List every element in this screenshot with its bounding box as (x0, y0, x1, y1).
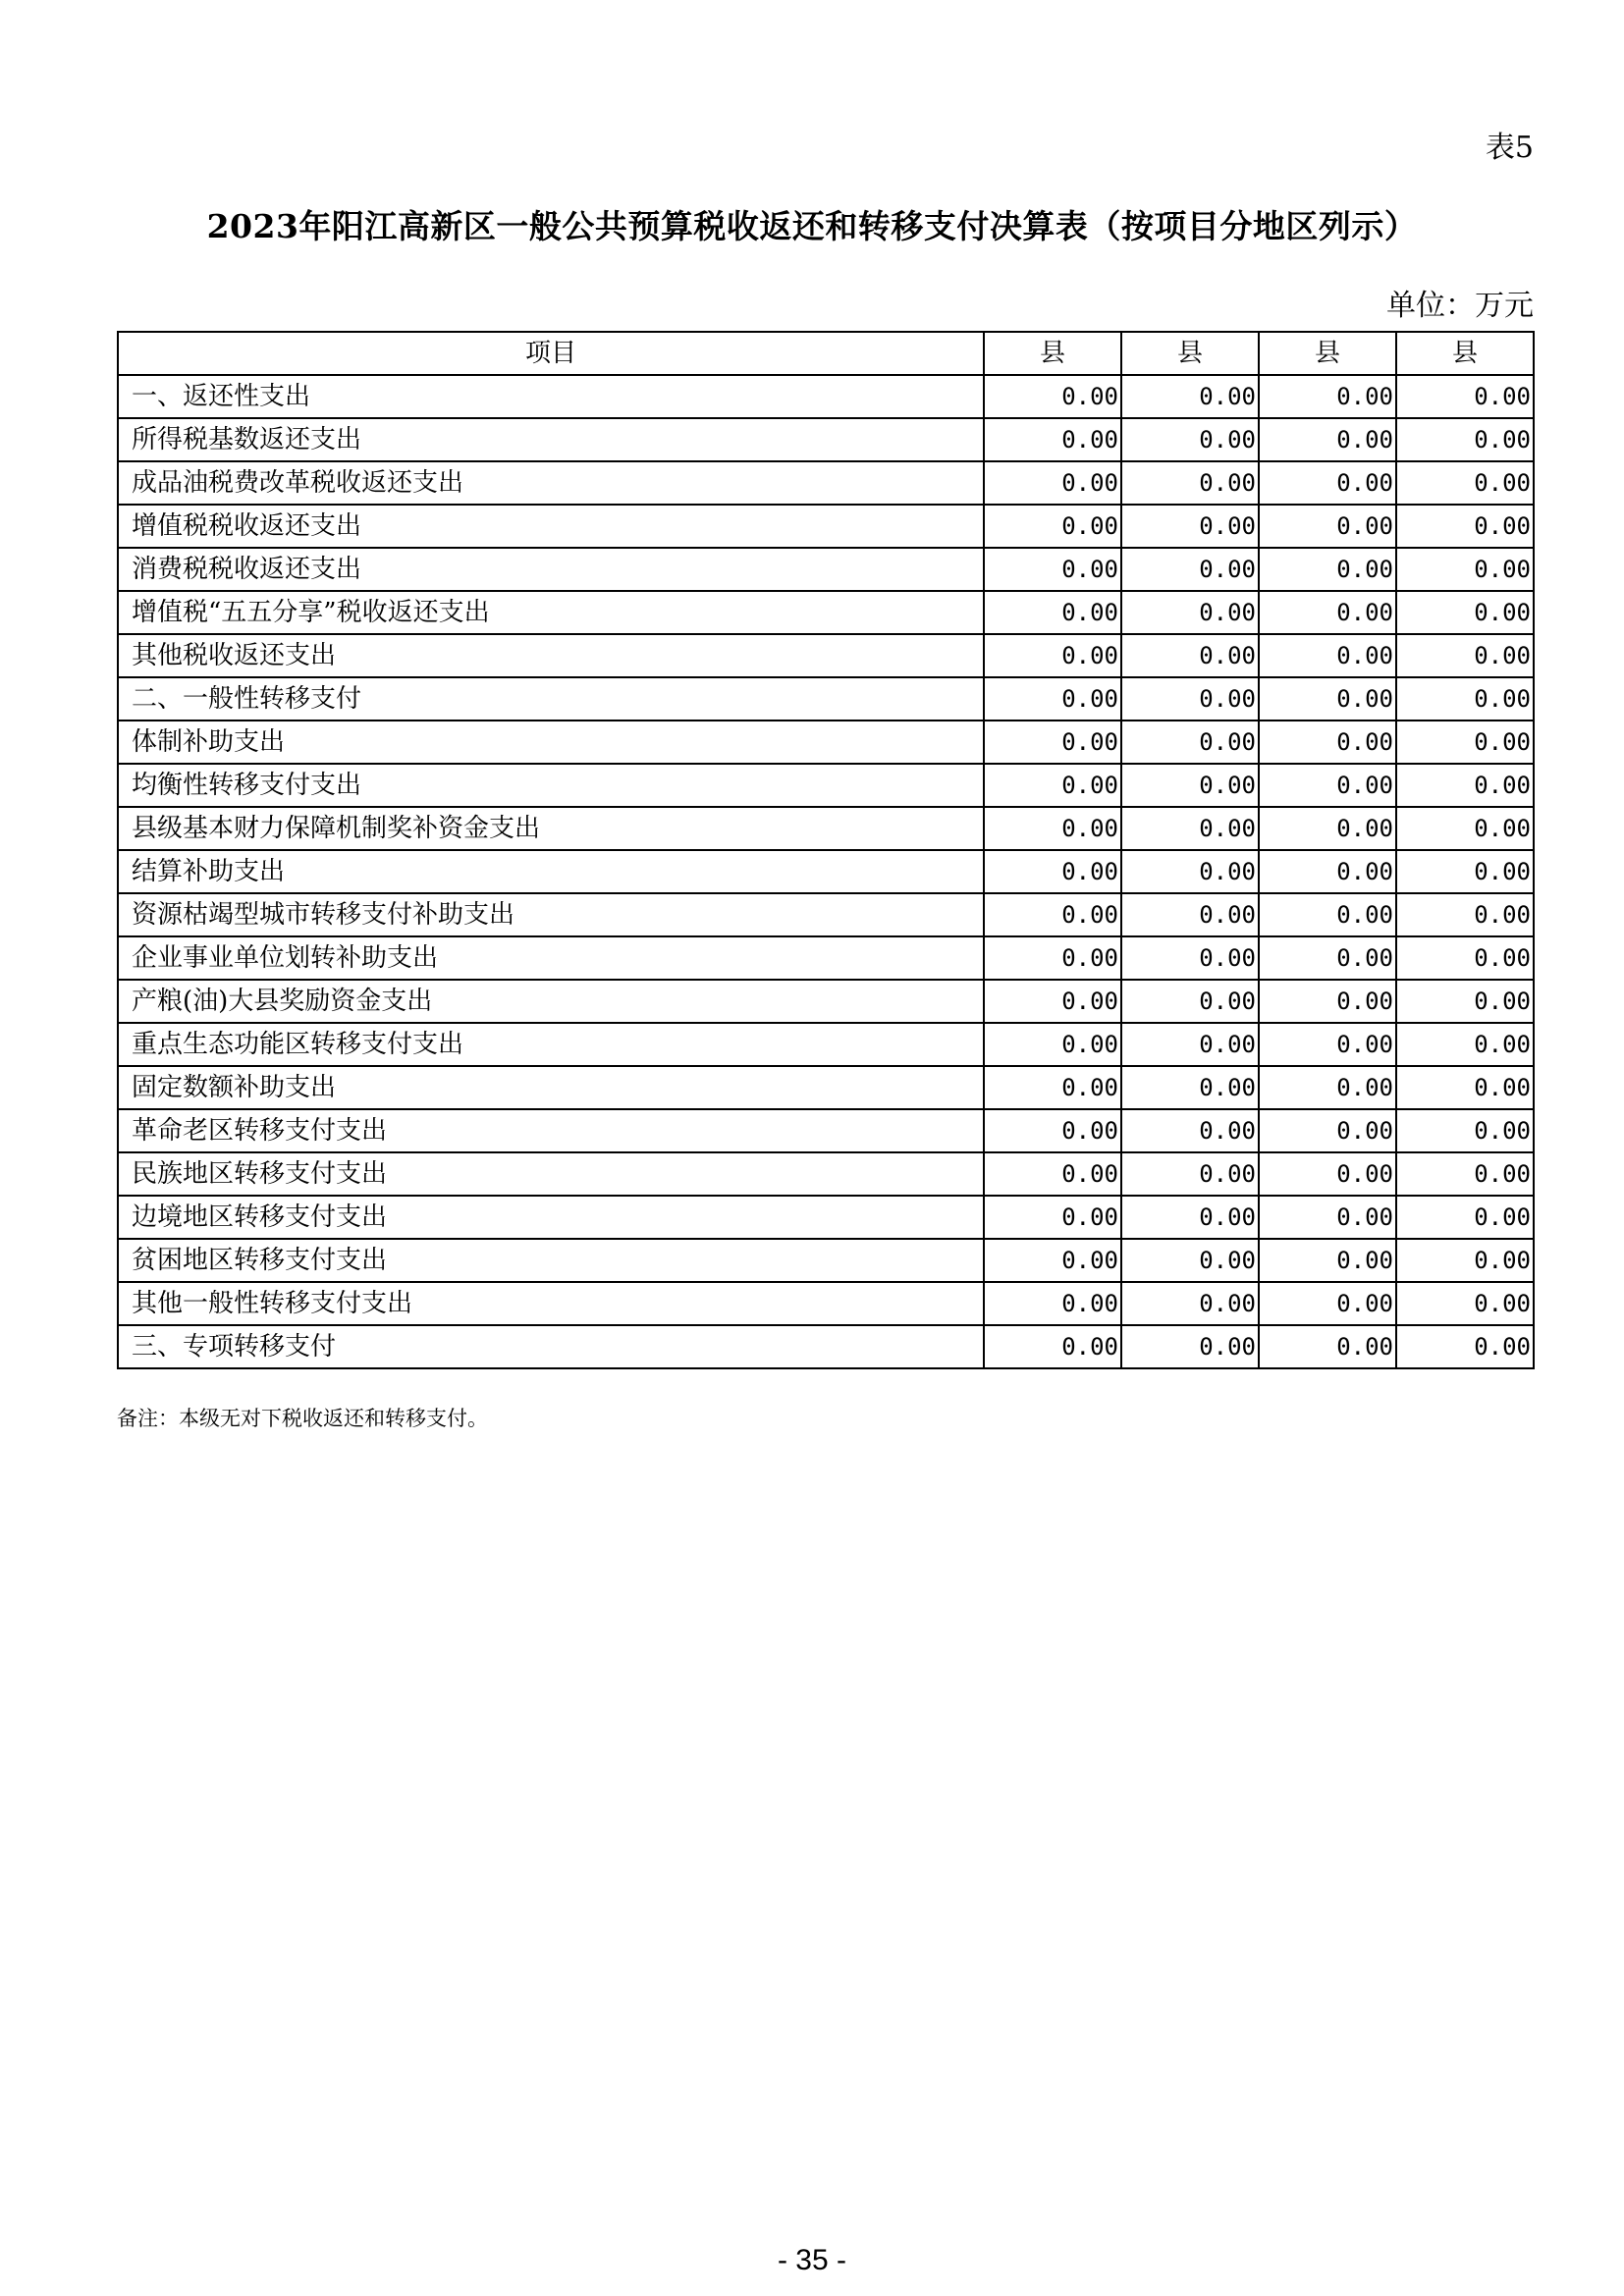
table-note: 备注：本级无对下税收返还和转移支付。 (117, 1407, 488, 1430)
row-value-cell: 0.00 (1259, 634, 1396, 677)
row-value-cell: 0.00 (1121, 1109, 1259, 1152)
row-item-label: 其他税收返还支出 (118, 634, 984, 677)
row-item-label: 增值税税收返还支出 (118, 505, 984, 548)
table-row (118, 980, 1534, 1023)
table-row (118, 591, 1534, 634)
table-row (118, 1066, 1534, 1109)
row-item-label: 其他一般性转移支付支出 (118, 1282, 984, 1325)
row-value-cell: 0.00 (1121, 980, 1259, 1023)
table-row (118, 1282, 1534, 1325)
row-value-cell: 0.00 (1259, 980, 1396, 1023)
row-value-cell: 0.00 (1396, 1325, 1534, 1368)
row-value-cell: 0.00 (1259, 505, 1396, 548)
row-value-cell: 0.00 (984, 1282, 1121, 1325)
table-number: 表5 (1485, 131, 1534, 165)
row-value-cell: 0.00 (984, 375, 1121, 418)
row-value-cell: 0.00 (984, 1196, 1121, 1239)
row-value-cell: 0.00 (1121, 418, 1259, 461)
row-item-label: 边境地区转移支付支出 (118, 1196, 984, 1239)
row-value-cell: 0.00 (984, 591, 1121, 634)
row-item-label: 民族地区转移支付支出 (118, 1152, 984, 1196)
table-row (118, 634, 1534, 677)
row-value-cell: 0.00 (984, 1325, 1121, 1368)
budget-table (117, 331, 1535, 1369)
row-value-cell: 0.00 (1396, 1023, 1534, 1066)
row-item-label: 体制补助支出 (118, 721, 984, 764)
table-row (118, 1196, 1534, 1239)
table-row (118, 1325, 1534, 1368)
row-value-cell: 0.00 (1259, 936, 1396, 980)
row-value-cell: 0.00 (1121, 893, 1259, 936)
row-value-cell: 0.00 (1396, 634, 1534, 677)
table-row (118, 548, 1534, 591)
table-row (118, 850, 1534, 893)
row-value-cell: 0.00 (1259, 893, 1396, 936)
row-item-label: 均衡性转移支付支出 (118, 764, 984, 807)
row-value-cell: 0.00 (984, 418, 1121, 461)
row-value-cell: 0.00 (1121, 1152, 1259, 1196)
row-value-cell: 0.00 (984, 936, 1121, 980)
row-value-cell: 0.00 (984, 1109, 1121, 1152)
row-value-cell: 0.00 (1396, 1282, 1534, 1325)
row-value-cell: 0.00 (1259, 721, 1396, 764)
row-value-cell: 0.00 (1396, 807, 1534, 850)
row-value-cell: 0.00 (1121, 936, 1259, 980)
row-item-label: 成品油税费改革税收返还支出 (118, 461, 984, 505)
row-value-cell: 0.00 (984, 721, 1121, 764)
row-value-cell: 0.00 (1121, 505, 1259, 548)
row-value-cell: 0.00 (1396, 893, 1534, 936)
table-row (118, 1152, 1534, 1196)
header-row (118, 332, 1534, 375)
row-value-cell: 0.00 (1259, 677, 1396, 721)
row-value-cell: 0.00 (1396, 1109, 1534, 1152)
row-value-cell: 0.00 (1259, 418, 1396, 461)
row-item-label: 消费税税收返还支出 (118, 548, 984, 591)
row-item-label: 贫困地区转移支付支出 (118, 1239, 984, 1282)
row-value-cell: 0.00 (1396, 505, 1534, 548)
row-value-cell: 0.00 (1121, 634, 1259, 677)
row-value-cell: 0.00 (1396, 850, 1534, 893)
table-row (118, 721, 1534, 764)
row-value-cell: 0.00 (984, 677, 1121, 721)
row-value-cell: 0.00 (1396, 548, 1534, 591)
row-value-cell: 0.00 (1396, 375, 1534, 418)
row-value-cell: 0.00 (984, 1023, 1121, 1066)
table-row (118, 505, 1534, 548)
row-value-cell: 0.00 (1259, 764, 1396, 807)
row-item-label: 三、专项转移支付 (118, 1325, 984, 1368)
row-value-cell: 0.00 (1396, 980, 1534, 1023)
table-row (118, 893, 1534, 936)
row-value-cell: 0.00 (1121, 721, 1259, 764)
row-value-cell: 0.00 (1259, 375, 1396, 418)
table-row (118, 764, 1534, 807)
row-item-label: 资源枯竭型城市转移支付补助支出 (118, 893, 984, 936)
row-value-cell: 0.00 (1259, 548, 1396, 591)
row-item-label: 产粮(油)大县奖励资金支出 (118, 980, 984, 1023)
row-value-cell: 0.00 (1259, 1239, 1396, 1282)
row-value-cell: 0.00 (1396, 1196, 1534, 1239)
column-header-county: 县 (984, 332, 1121, 375)
row-item-label: 企业事业单位划转补助支出 (118, 936, 984, 980)
row-value-cell: 0.00 (984, 807, 1121, 850)
row-value-cell: 0.00 (1259, 1023, 1396, 1066)
row-value-cell: 0.00 (1121, 1196, 1259, 1239)
column-header-county: 县 (1121, 332, 1259, 375)
row-value-cell: 0.00 (1121, 677, 1259, 721)
row-value-cell: 0.00 (1259, 1325, 1396, 1368)
column-header-county: 县 (1396, 332, 1534, 375)
table-row (118, 461, 1534, 505)
row-item-label: 增值税“五五分享”税收返还支出 (118, 591, 984, 634)
row-value-cell: 0.00 (1259, 461, 1396, 505)
row-value-cell: 0.00 (984, 850, 1121, 893)
row-value-cell: 0.00 (1259, 1152, 1396, 1196)
row-value-cell: 0.00 (984, 893, 1121, 936)
row-value-cell: 0.00 (984, 634, 1121, 677)
row-item-label: 固定数额补助支出 (118, 1066, 984, 1109)
table-row (118, 677, 1534, 721)
row-value-cell: 0.00 (1396, 591, 1534, 634)
table-row (118, 936, 1534, 980)
row-value-cell: 0.00 (1396, 461, 1534, 505)
row-value-cell: 0.00 (984, 764, 1121, 807)
row-value-cell: 0.00 (984, 505, 1121, 548)
row-value-cell: 0.00 (1121, 1023, 1259, 1066)
row-value-cell: 0.00 (1121, 850, 1259, 893)
row-item-label: 二、一般性转移支付 (118, 677, 984, 721)
row-value-cell: 0.00 (1396, 1152, 1534, 1196)
row-value-cell: 0.00 (1396, 721, 1534, 764)
table-row (118, 375, 1534, 418)
row-value-cell: 0.00 (984, 461, 1121, 505)
row-value-cell: 0.00 (1396, 677, 1534, 721)
page-title: 2023年阳江高新区一般公共预算税收返还和转移支付决算表（按项目分地区列示） (206, 207, 1418, 245)
column-header-item: 项目 (118, 332, 984, 375)
table-row (118, 1239, 1534, 1282)
row-value-cell: 0.00 (1121, 807, 1259, 850)
row-value-cell: 0.00 (1121, 1325, 1259, 1368)
table-body (118, 375, 1534, 1368)
table-row (118, 1109, 1534, 1152)
row-value-cell: 0.00 (984, 548, 1121, 591)
row-value-cell: 0.00 (1259, 591, 1396, 634)
row-value-cell: 0.00 (1121, 548, 1259, 591)
row-value-cell: 0.00 (1121, 591, 1259, 634)
unit-label: 单位：万元 (1386, 289, 1534, 323)
row-value-cell: 0.00 (984, 1066, 1121, 1109)
row-value-cell: 0.00 (984, 1239, 1121, 1282)
row-value-cell: 0.00 (1396, 1239, 1534, 1282)
row-value-cell: 0.00 (1121, 461, 1259, 505)
row-item-label: 重点生态功能区转移支付支出 (118, 1023, 984, 1066)
row-item-label: 结算补助支出 (118, 850, 984, 893)
row-value-cell: 0.00 (1396, 1066, 1534, 1109)
row-value-cell: 0.00 (1259, 807, 1396, 850)
page-number: - 35 - (777, 2244, 847, 2276)
row-item-label: 县级基本财力保障机制奖补资金支出 (118, 807, 984, 850)
row-value-cell: 0.00 (1121, 764, 1259, 807)
table-row (118, 418, 1534, 461)
table-header (118, 332, 1534, 375)
row-value-cell: 0.00 (984, 1152, 1121, 1196)
row-value-cell: 0.00 (1396, 936, 1534, 980)
table-row (118, 1023, 1534, 1066)
row-value-cell: 0.00 (984, 980, 1121, 1023)
row-value-cell: 0.00 (1259, 1109, 1396, 1152)
table-row (118, 807, 1534, 850)
column-header-county: 县 (1259, 332, 1396, 375)
row-item-label: 所得税基数返还支出 (118, 418, 984, 461)
row-item-label: 一、返还性支出 (118, 375, 984, 418)
row-value-cell: 0.00 (1259, 1196, 1396, 1239)
row-item-label: 革命老区转移支付支出 (118, 1109, 984, 1152)
row-value-cell: 0.00 (1396, 418, 1534, 461)
row-value-cell: 0.00 (1259, 850, 1396, 893)
row-value-cell: 0.00 (1259, 1282, 1396, 1325)
row-value-cell: 0.00 (1259, 1066, 1396, 1109)
row-value-cell: 0.00 (1121, 1282, 1259, 1325)
row-value-cell: 0.00 (1121, 1239, 1259, 1282)
row-value-cell: 0.00 (1121, 375, 1259, 418)
row-value-cell: 0.00 (1396, 764, 1534, 807)
row-value-cell: 0.00 (1121, 1066, 1259, 1109)
